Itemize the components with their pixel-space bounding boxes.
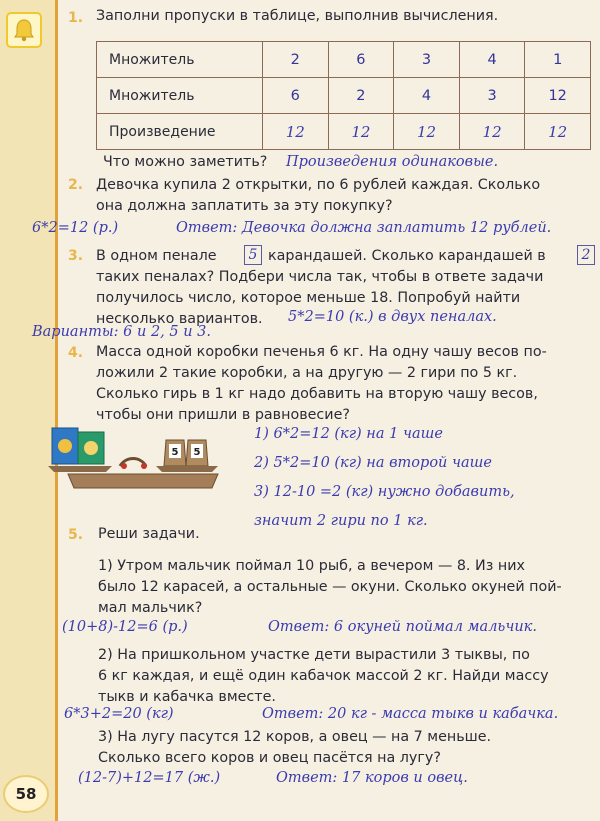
table-cell: 4: [394, 78, 460, 114]
task4-step3: 3) 12-10 =2 (кг) нужно добавить,: [254, 484, 515, 500]
table-cell: 4: [459, 42, 525, 78]
task2-answer: Ответ: Девочка должна заплатить 12 рублей.: [176, 220, 552, 236]
task3-line3: получилось число, которое меньше 18. Попробуй найти: [96, 290, 521, 306]
task4-step4: значит 2 гири по 1 кг.: [254, 513, 428, 529]
task5-p2-line2: 6 кг каждая, и ещё один кабачок массой 2 кг. Найди массу: [98, 668, 549, 684]
task5-p2-line3: тыкв и кабачка вместе.: [98, 689, 276, 705]
task5-p3-line2: Сколько всего коров и овец пасётся на лугу?: [98, 750, 441, 766]
table-cell: 2: [328, 78, 394, 114]
task4-step1: 1) 6*2=12 (кг) на 1 чаше: [254, 426, 443, 442]
cookie-box-icon: [52, 428, 104, 464]
task5-p3-line1: 3) На лугу пасутся 12 коров, а овец — на 7 меньше.: [98, 729, 492, 745]
task3-line1-b: карандашей. Сколько карандашей в: [268, 248, 546, 264]
weights-icon: [164, 440, 208, 466]
task3-line1-a: В одном пенале: [96, 248, 217, 264]
task5-p1-line1: 1) Утром мальчик поймал 10 рыб, а вечером — 8. Из них: [98, 558, 525, 574]
table-cell: 3: [459, 78, 525, 114]
task5-p1-line2: было 12 карасей, а остальные — окуни. Сколько окуней пой-: [98, 579, 562, 595]
table-cell: 3: [394, 42, 460, 78]
task4-step2: 2) 5*2=10 (кг) на второй чаше: [254, 455, 492, 471]
task3-number: 3.: [68, 248, 84, 264]
task3-solution: 5*2=10 (к.) в двух пеналах.: [288, 309, 497, 325]
task2-number: 2.: [68, 177, 84, 193]
table-cell: 6: [263, 78, 329, 114]
task4-line3: Сколько гирь в 1 кг надо добавить на вторую чашу весов,: [96, 386, 538, 402]
row-label: Произведение: [97, 114, 263, 150]
right-pan-icon: [156, 466, 218, 472]
task5-p2-solution: 6*3+2=20 (кг): [64, 706, 174, 722]
task4-line1: Масса одной коробки печенья 6 кг. На одну чашу весов по-: [96, 344, 547, 360]
task5-p1-line3: мал мальчик?: [98, 600, 203, 616]
task3-line4: несколько вариантов.: [96, 311, 263, 327]
task5-number: 5.: [68, 527, 84, 543]
task5-p1-solution: (10+8)-12=6 (р.): [62, 619, 188, 635]
task3-box1: 5: [244, 245, 262, 265]
task3-variants: Варианты: 6 и 2, 5 и 3.: [32, 324, 212, 340]
scale-base-icon: [68, 474, 218, 488]
task5-p3-solution: (12-7)+12=17 (ж.): [78, 770, 221, 786]
page-number: 58: [3, 775, 49, 813]
task3-line2: таких пеналах? Подбери числа так, чтобы в ответе задачи: [96, 269, 544, 285]
task1-text: Заполни пропуски в таблице, выполнив вычисления.: [96, 8, 499, 24]
table-cell: 12: [328, 114, 394, 150]
table-cell: 12: [394, 114, 460, 150]
task4-line2: ложили 2 такие коробки, а на другую — 2 гири по 5 кг.: [96, 365, 518, 381]
table-cell: 2: [263, 42, 329, 78]
row-label: Множитель: [97, 78, 263, 114]
task2-solution: 6*2=12 (р.): [32, 220, 119, 236]
task5-p2-answer: Ответ: 20 кг - масса тыкв и кабачка.: [262, 706, 559, 722]
margin-strip: [0, 0, 56, 821]
task1-answer: Произведения одинаковые.: [286, 154, 499, 170]
table-cell: 1: [525, 42, 591, 78]
task2-line1: Девочка купила 2 открытки, по 6 рублей каждая. Сколько: [96, 177, 541, 193]
task5-p1-answer: Ответ: 6 окуней поймал мальчик.: [268, 619, 537, 635]
task3-box2: 2: [577, 245, 595, 265]
weight-label-2: 5: [193, 447, 201, 458]
task2-line2: она должна заплатить за эту покупку?: [96, 198, 393, 214]
margin-line: [55, 0, 58, 821]
table-row: [97, 42, 591, 78]
table-cell: 12: [525, 78, 591, 114]
task4-line4: чтобы они пришли в равновесие?: [96, 407, 350, 423]
table-cell: 12: [459, 114, 525, 150]
weight-label-1: 5: [171, 447, 179, 458]
task5-p2-line1: 2) На пришкольном участке дети вырастили 3 тыквы, по: [98, 647, 530, 663]
row-label: Множитель: [97, 42, 263, 78]
task5-title: Реши задачи.: [98, 526, 200, 542]
left-pan-icon: [48, 466, 112, 472]
task5-p3-answer: Ответ: 17 коров и овец.: [276, 770, 468, 786]
multiplication-table: [96, 41, 591, 150]
task1-number: 1.: [68, 10, 84, 26]
table-row: [97, 114, 591, 150]
task4-number: 4.: [68, 345, 84, 361]
table-cell: 12: [525, 114, 591, 150]
table-cell: 12: [263, 114, 329, 150]
table-row: [97, 78, 591, 114]
scales-illustration: [48, 422, 240, 502]
task1-question: Что можно заметить?: [103, 154, 268, 170]
table-cell: 6: [328, 42, 394, 78]
bell-icon: [6, 12, 42, 48]
